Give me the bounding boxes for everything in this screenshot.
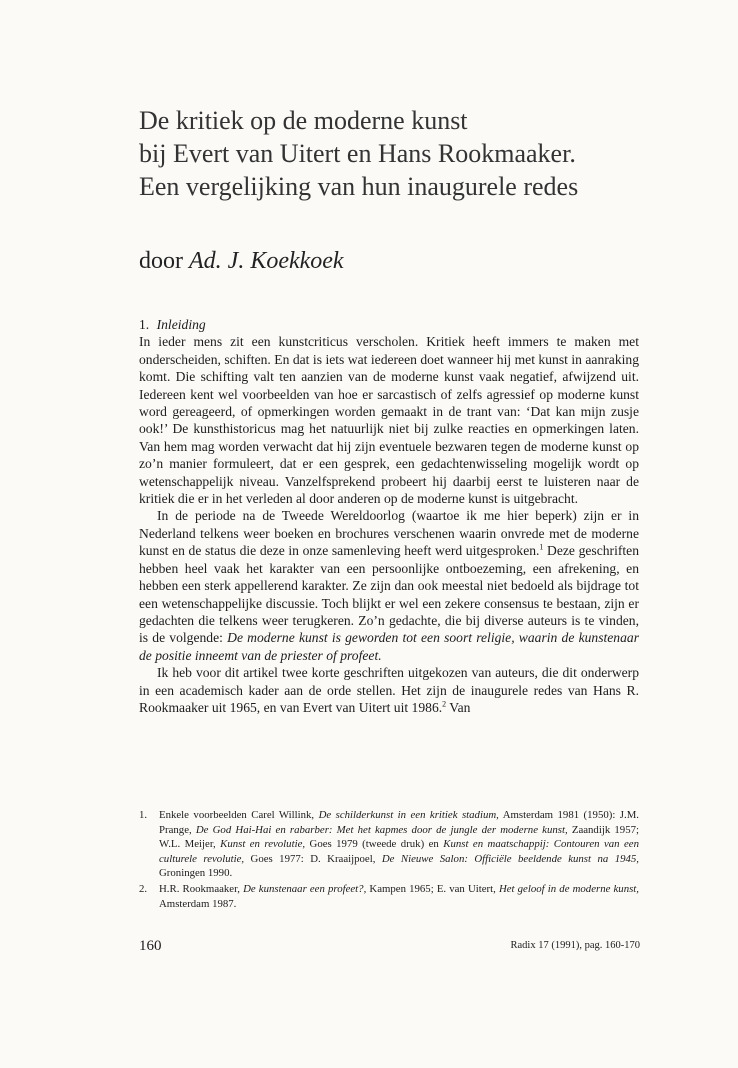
fn1-a-title: De schilderkunst in een kritiek stadium, <box>318 809 499 821</box>
fn1-a: Enkele voorbeelden Carel Willink, <box>159 809 319 821</box>
fn1-e: Goes 1977: D. Kraaijpoel, <box>244 852 382 865</box>
paragraph-2 <box>139 507 639 664</box>
section-label: Inleiding <box>156 317 206 332</box>
footnote-2-number: 2. <box>139 882 148 895</box>
fn1-f: Groningen 1990. <box>159 867 233 880</box>
paragraph-3-text-b: Van <box>446 699 471 715</box>
fn1-c: Zaandijk 1957; W.L. Meijer, <box>159 823 639 851</box>
paragraph-3-text-a: Ik heb voor dit artikel twee korte geschriften uitgekozen van auteurs, die dit onderwerp in een academisch kader aan de orde stellen. Het zijn de inaugurele redes van Hans R. Rookmaaker uit 1965, en van Evert van Uitert uit 1986. <box>139 665 639 715</box>
section-number: 1. <box>139 317 150 332</box>
fn1-d: Goes 1979 (tweede druk) en <box>305 838 444 851</box>
footnote-ref-2[interactable]: 2 <box>442 699 447 709</box>
author-name: Ad. J. Koekkoek <box>189 248 344 274</box>
author-line <box>139 248 344 275</box>
journal-citation: Radix 17 (1991), pag. 160-170 <box>510 940 640 951</box>
footnotes <box>139 808 639 912</box>
title-line-2: bij Evert van Uitert en Hans Rookmaaker. <box>139 139 576 168</box>
paragraph-2-text-b: Deze geschriften hebben heel vaak het karakter van een persoonlijke ontboezeming, een afrekening, en hebben een sterk appellerend karakter. Ze zijn dan ook meestal niet bedoeld als bijdrage tot een wetenschappelijke discussie. Toch blijkt er wel een zekere consensus te bestaan, zijn er gedachten die telkens weer terugkeren. Zo’n gedachte, die bij diverse auteurs is te vinden, is de volgende: <box>139 543 639 646</box>
footnote-1-text <box>159 808 639 881</box>
page-number: 160 <box>139 938 162 954</box>
fn2-c: Amsterdam 1987. <box>159 897 237 910</box>
fn1-c-title: Kunst en revolutie, <box>220 838 306 851</box>
fn2-a-title: De kunstenaar een profeet?, <box>243 882 367 895</box>
fn1-d-title: Kunst en maatschappij: Contouren van een culturele revolutie, <box>159 838 639 865</box>
fn2-a: H.R. Rookmaaker, <box>159 882 244 895</box>
footnote-2 <box>139 882 639 911</box>
fn2-b-title: Het geloof in de moderne kunst, <box>498 882 639 895</box>
paragraph-2-text-a: In de periode na de Tweede Wereldoorlog (waartoe ik me hier beperk) zijn er in Nederland telkens weer boeken en brochures verschenen waarin onvrede met de moderne kunst en de status die deze in onze samenleving heeft werd uitgesproken. <box>139 508 639 559</box>
footnote-1-number: 1. <box>139 809 148 821</box>
paragraph-3 <box>139 664 639 716</box>
fn1-e-title: De Nieuwe Salon: Officiële beeldende kunst na 1945, <box>381 852 639 865</box>
paragraph-1: In ieder mens zit een kunstcriticus verscholen. Kritiek heeft immers te maken met onderscheiden, schiften. En dat is iets wat iedereen doet wanneer hij met kunst in aanraking komt. Die schifting valt ten aanzien van de moderne kunst vaak negatief, afwijzend uit. Iedereen kent wel voorbeelden van hoe er sarcastisch of zelfs agressief op moderne kunst word gereageerd, of opmerkingen worden gemaakt in de trant van: ‘Dat kan mijn zusje ook!’ De kunsthistoricus mag het natuurlijk niet bij zulke reacties en opmerkingen laten. Van hem mag worden verwacht dat hij zijn eventuele bezwaren tegen de moderne kunst op zo’n manier formuleert, dat er een gesprek, een gedachtenwisseling mogelijk wordt op wetenschappelijk niveau. Vanzelfsprekend probeert hij daarbij eerst te luisteren naar de kritiek die er in het verleden al door anderen op de moderne kunst is uitgebracht. <box>139 334 639 507</box>
fn1-b: Amsterdam 1981 (1950): J.M. Prange, <box>159 809 639 836</box>
fn2-b: Kampen 1965; E. van Uitert, <box>366 882 499 895</box>
footnote-2-text <box>159 882 639 911</box>
paragraph-2-emphasis: De moderne kunst is geworden tot een soort religie, waarin de kunstenaar de positie inneemt van de priester of profeet. <box>139 630 639 663</box>
title-line-3: Een vergelijking van hun inaugurele redes <box>139 172 579 201</box>
footnote-ref-1[interactable]: 1 <box>539 542 544 552</box>
fn1-b-title: De God Hai-Hai en rabarber: Met het kapmes door de jungle der moderne kunst, <box>195 823 568 836</box>
author-prefix: door <box>139 248 183 274</box>
section-heading <box>139 316 639 333</box>
title-line-1: De kritiek op de moderne kunst <box>139 106 468 135</box>
article-body <box>139 316 639 716</box>
footnote-1 <box>139 808 639 881</box>
article-title <box>139 104 679 203</box>
